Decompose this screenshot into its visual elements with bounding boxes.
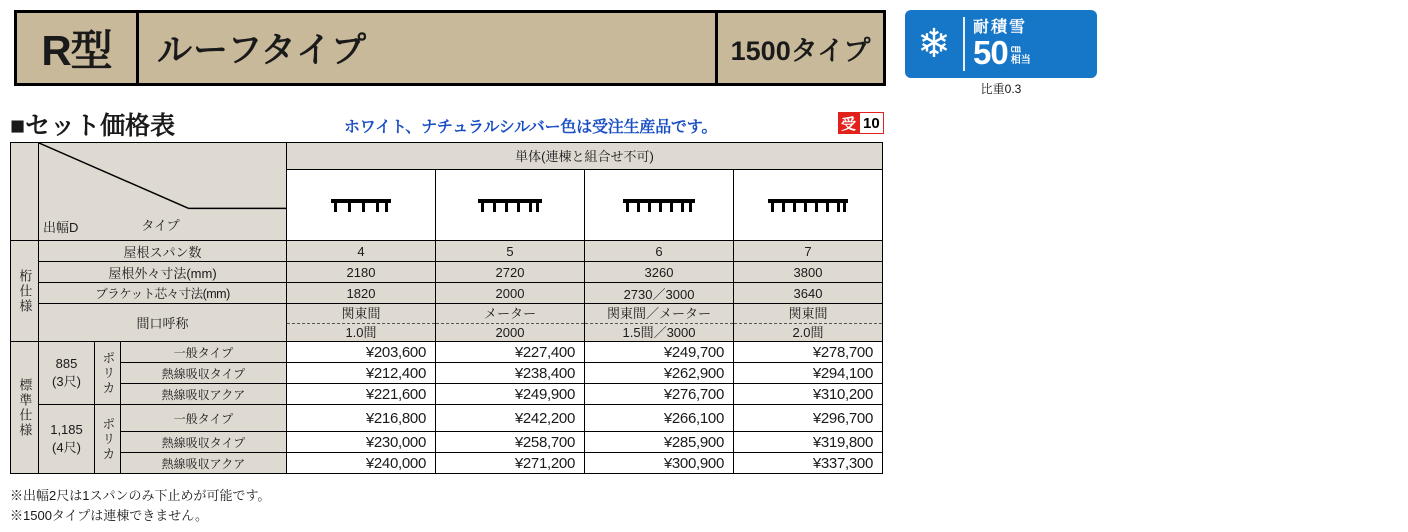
page-title: ■セット価格表	[10, 112, 176, 140]
type-header-label: タイプ	[141, 218, 180, 233]
roof-outer-label: 屋根外々寸法(mm)	[39, 262, 287, 283]
maguchi-value-top: 関東間	[788, 306, 828, 321]
roof-outer-value: 3260	[585, 262, 734, 283]
roof-frame-5-icon	[436, 169, 585, 240]
maguchi-value-top: 関東間／メーター	[606, 306, 711, 321]
roof-outer-value: 2720	[436, 262, 585, 283]
badge-divider	[963, 17, 965, 71]
footnote-item: ※出幅2尺は1スパンのみ下止めが可能です。	[10, 488, 271, 503]
maguchi-value-group	[585, 304, 734, 342]
dehaba-cell	[39, 405, 95, 474]
price-cell: ¥216,800	[287, 405, 436, 432]
maguchi-value-bottom: 1.5間／3000	[585, 323, 733, 341]
snow-load-unit: ㎝	[1010, 44, 1021, 56]
maguchi-value-bottom: 1.0間	[287, 323, 435, 341]
price-cell: ¥227,400	[436, 342, 585, 363]
material-label: ポリカ	[95, 405, 121, 474]
bracket-center-label: ブラケット芯々寸法(mm)	[39, 283, 287, 304]
variant-label: 一般タイプ	[121, 405, 287, 432]
price-cell: ¥266,100	[585, 405, 734, 432]
snow-load-unit-note: 相当	[1010, 54, 1031, 66]
price-cell: ¥249,700	[585, 342, 734, 363]
roof-frame-4-icon	[287, 169, 436, 240]
variant-label: 熱線吸収アクア	[121, 453, 287, 474]
price-cell: ¥242,200	[436, 405, 585, 432]
maguchi-value-bottom: 2.0間	[734, 323, 882, 341]
dehaba-unit: (3尺)	[52, 374, 81, 389]
dehaba-value: 1,185	[50, 422, 83, 437]
keta-spec-label: 桁仕様	[11, 241, 39, 342]
price-cell: ¥278,700	[734, 342, 883, 363]
roof-outer-value: 3800	[734, 262, 883, 283]
roof-frame-7-icon	[734, 169, 883, 240]
standard-spec-label: 標準仕様	[11, 342, 39, 474]
price-cell: ¥271,200	[436, 453, 585, 474]
price-cell: ¥337,300	[734, 453, 883, 474]
span-count-value: 7	[734, 241, 883, 262]
status-badge-number: 10	[859, 112, 884, 134]
maguchi-value-top: メーター	[483, 306, 536, 321]
maguchi-value-group	[287, 304, 436, 342]
bracket-center-value: 1820	[287, 283, 436, 304]
type-diagonal-header	[39, 143, 287, 241]
dehaba-cell	[39, 342, 95, 405]
status-badge	[838, 112, 884, 134]
price-cell: ¥310,200	[734, 384, 883, 405]
corner-cell-blank	[11, 143, 39, 241]
material-label: ポリカ	[95, 342, 121, 405]
roof-outer-value: 2180	[287, 262, 436, 283]
variant-label: 熱線吸収アクア	[121, 384, 287, 405]
price-cell: ¥230,000	[287, 432, 436, 453]
product-type-label: R型	[41, 27, 112, 74]
snow-load-title: 耐積雪	[973, 18, 1028, 36]
price-cell: ¥212,400	[287, 363, 436, 384]
variant-label: 熱線吸収タイプ	[121, 432, 287, 453]
price-cell: ¥221,600	[287, 384, 436, 405]
price-table	[10, 142, 883, 474]
status-badge-label: 受	[838, 112, 859, 134]
price-cell: ¥319,800	[734, 432, 883, 453]
snowflake-icon: ❄	[917, 22, 951, 66]
order-made-note: ホワイト、ナチュラルシルバー色は受注生産品です。	[344, 119, 718, 136]
span-count-value: 4	[287, 241, 436, 262]
variant-label: 一般タイプ	[121, 342, 287, 363]
product-header-band	[14, 10, 886, 86]
product-name-label: ルーフタイプ	[157, 31, 368, 70]
dehaba-header-label: 出幅D	[43, 220, 79, 235]
footnotes	[10, 486, 270, 525]
snow-load-badge	[905, 10, 1097, 78]
product-size-label: 1500タイプ	[730, 35, 871, 66]
price-cell: ¥249,900	[436, 384, 585, 405]
maguchi-value-group	[436, 304, 585, 342]
product-type-cell	[17, 13, 139, 83]
price-cell: ¥240,000	[287, 453, 436, 474]
price-cell: ¥238,400	[436, 363, 585, 384]
dehaba-value: 885	[55, 356, 78, 371]
price-cell: ¥300,900	[585, 453, 734, 474]
snow-load-text	[965, 19, 1097, 70]
span-count-value: 5	[436, 241, 585, 262]
maguchi-value-top: 関東間	[341, 306, 381, 321]
price-cell: ¥285,900	[585, 432, 734, 453]
price-cell: ¥262,900	[585, 363, 734, 384]
maguchi-value-group	[734, 304, 883, 342]
product-name-cell	[139, 13, 715, 83]
footnote-item: ※1500タイプは連棟できません。	[10, 507, 209, 523]
price-cell: ¥296,700	[734, 405, 883, 432]
maguchi-label: 間口呼称	[39, 304, 287, 342]
snow-load-value: 50	[973, 34, 1008, 72]
bracket-center-value: 2730／3000	[585, 283, 734, 304]
span-count-value: 6	[585, 241, 734, 262]
product-size-cell	[715, 13, 883, 83]
price-cell: ¥203,600	[287, 342, 436, 363]
bracket-center-value: 2000	[436, 283, 585, 304]
maguchi-value-bottom: 2000	[436, 323, 584, 341]
group-header-label: 単体(連棟と組合せ不可)	[287, 143, 883, 170]
roof-frame-6-icon	[585, 169, 734, 240]
snow-load-subnote: 比重0.3	[980, 82, 1022, 96]
span-count-label: 屋根スパン数	[39, 241, 287, 262]
price-cell: ¥294,100	[734, 363, 883, 384]
dehaba-unit: (4尺)	[52, 440, 81, 455]
price-cell: ¥276,700	[585, 384, 734, 405]
price-cell: ¥258,700	[436, 432, 585, 453]
bracket-center-value: 3640	[734, 283, 883, 304]
variant-label: 熱線吸収タイプ	[121, 363, 287, 384]
